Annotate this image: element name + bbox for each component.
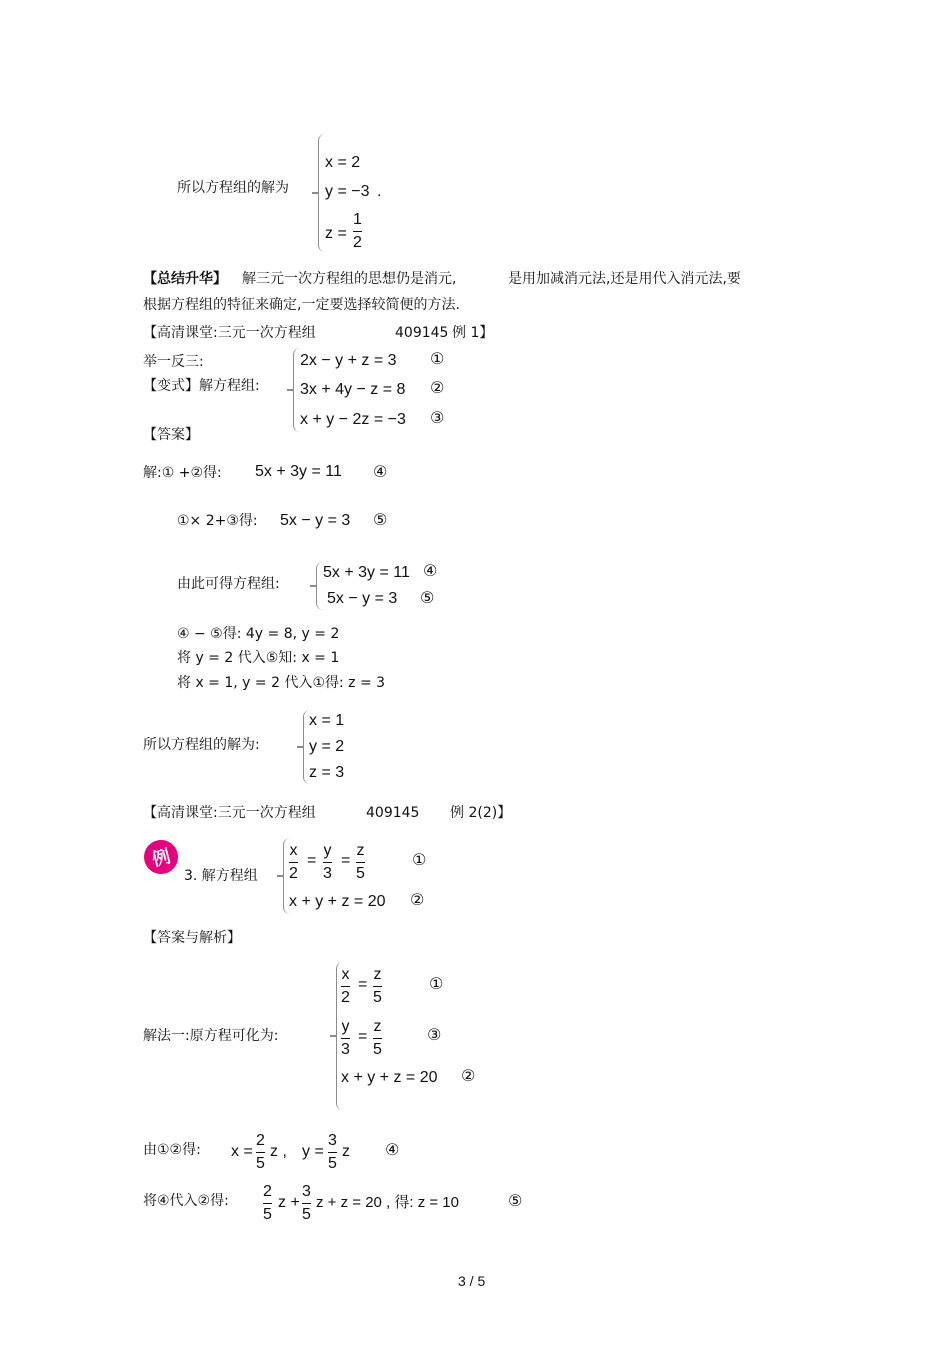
fraction (356, 843, 365, 882)
fraction-bar (373, 986, 382, 987)
equals-sign: = (358, 976, 368, 993)
numerator: 1 (353, 211, 362, 228)
fraction (302, 1184, 311, 1223)
fraction-bar (263, 1203, 272, 1204)
step-4: ④ − ⑤得: 4y = 8, y = 2 (177, 626, 340, 642)
step-1-marker: ④ (373, 462, 388, 481)
equals-sign: = (307, 852, 317, 869)
reference-2-code: 409145 (366, 805, 420, 821)
derive-1-y: y = (302, 1143, 324, 1160)
fraction (373, 1019, 382, 1058)
fraction (353, 212, 362, 251)
derive-1-xz: z , (270, 1143, 287, 1160)
marker-1: ① (429, 974, 444, 993)
denominator: 3 (323, 865, 332, 882)
reference-1-code: 409145 (395, 325, 449, 341)
equals-sign: = (358, 1028, 368, 1045)
step-3-equation-1: 5x + 3y = 11 (323, 564, 410, 581)
numerator: z (373, 966, 382, 983)
step-1-equation: 5x + 3y = 11 (255, 463, 342, 480)
fraction-bar (356, 862, 365, 863)
denominator: 5 (263, 1206, 272, 1223)
marker-5: ⑤ (508, 1191, 523, 1210)
solution-2-y: y = 2 (309, 738, 345, 755)
equation: x + y + z = 20 (289, 893, 386, 910)
step-2-equation: 5x − y = 3 (280, 512, 351, 529)
step-3-marker-2: ⑤ (420, 588, 435, 607)
reference-2: 【高清课堂:三元一次方程组 (143, 805, 316, 821)
denominator: 2 (341, 989, 350, 1006)
numerator: y (323, 842, 332, 859)
solution-x: x = 2 (325, 154, 361, 171)
fraction (328, 1133, 337, 1172)
fraction-bar (341, 986, 350, 987)
marker-2: ② (410, 890, 425, 909)
numerator: x (289, 842, 298, 859)
solution-2-z: z = 3 (309, 764, 345, 781)
summary-text-2: 根据方程组的特征来确定,一定要选择较简便的方法. (143, 297, 460, 313)
equation-3: x + y − 2z = −3 (300, 411, 406, 428)
fraction (373, 967, 382, 1006)
fraction-bar (353, 231, 362, 232)
equals-sign: = (341, 852, 351, 869)
fraction (256, 1133, 265, 1172)
marker-1: ① (430, 349, 445, 368)
denominator: 3 (341, 1041, 350, 1058)
period: . (377, 183, 382, 200)
summary-tag: 【总结升华】 (143, 271, 227, 287)
denominator: 2 (353, 234, 362, 251)
denominator: 5 (302, 1206, 311, 1223)
derive-2-end: z + z = 20 , 得: z = 10 (316, 1194, 459, 1211)
fraction (341, 967, 350, 1006)
reference-1: 【高清课堂:三元一次方程组 (143, 325, 316, 341)
step-1-label: 解:① +②得: (143, 465, 222, 481)
marker-1: ① (412, 850, 427, 869)
fraction (341, 1019, 350, 1058)
fraction (263, 1184, 272, 1223)
derive-1-yz: z (342, 1143, 350, 1160)
numerator: 3 (302, 1183, 311, 1200)
fraction (323, 843, 332, 882)
denominator: 5 (373, 989, 382, 1006)
numerator: z (373, 1018, 382, 1035)
solution-z-prefix: z = (325, 225, 347, 242)
step-2-marker: ⑤ (373, 510, 388, 529)
derive-2-label: 将④代入②得: (143, 1193, 229, 1209)
fraction-bar (323, 862, 332, 863)
derive-1-label: 由①②得: (143, 1142, 201, 1158)
marker-2: ② (461, 1066, 476, 1085)
summary-text-b: 是用加减消元法,还是用代入消元法,要 (508, 271, 741, 287)
step-6: 将 x = 1, y = 2 代入①得: z = 3 (177, 675, 386, 691)
step-3-marker-1: ④ (423, 561, 438, 580)
equation-2: 3x + 4y − z = 8 (300, 381, 406, 398)
example-badge-icon: 例 (140, 836, 182, 878)
fraction-bar (373, 1038, 382, 1039)
analysis-heading: 【答案与解析】 (143, 930, 241, 946)
denominator: 5 (373, 1041, 382, 1058)
fraction-bar (302, 1203, 311, 1204)
step-5: 将 y = 2 代入⑤知: x = 1 (177, 650, 340, 666)
marker-2: ② (430, 378, 445, 397)
page-number: 3 / 5 (458, 1273, 486, 1289)
variant-intro: 举一反三: (143, 354, 204, 370)
numerator: z (356, 842, 365, 859)
equation: x + y + z = 20 (341, 1069, 438, 1086)
denominator: 5 (256, 1155, 265, 1172)
reference-1-example: 例 1】 (452, 325, 494, 341)
numerator: 3 (328, 1132, 337, 1149)
numerator: 2 (256, 1132, 265, 1149)
example-label: 3. 解方程组 (184, 868, 258, 884)
solution-label: 所以方程组的解为 (177, 180, 289, 196)
step-3-equation-2: 5x − y = 3 (327, 590, 398, 607)
fraction-bar (328, 1152, 337, 1153)
denominator: 5 (328, 1155, 337, 1172)
derive-2-mid: z + (278, 1194, 300, 1211)
method-1-label: 解法一:原方程可化为: (143, 1028, 279, 1044)
denominator: 5 (356, 865, 365, 882)
step-2-label: ①× 2+③得: (177, 513, 258, 529)
denominator: 2 (289, 865, 298, 882)
numerator: y (341, 1018, 350, 1035)
derive-1-x: x = (231, 1143, 253, 1160)
summary-text-a: 解三元一次方程组的思想仍是消元, (242, 271, 457, 287)
answer-heading: 【答案】 (143, 427, 199, 443)
step-3-label: 由此可得方程组: (177, 576, 280, 592)
solution-2-x: x = 1 (309, 712, 345, 729)
variant-label: 【变式】解方程组: (143, 378, 260, 394)
solution-y: y = −3 (325, 183, 370, 200)
fraction-bar (256, 1152, 265, 1153)
fraction (289, 843, 298, 882)
reference-2-example: 例 2(2)】 (450, 805, 512, 821)
marker-4: ④ (385, 1140, 400, 1159)
numerator: x (341, 966, 350, 983)
equation-1: 2x − y + z = 3 (300, 352, 397, 369)
numerator: 2 (263, 1183, 272, 1200)
fraction-bar (341, 1038, 350, 1039)
marker-3: ③ (430, 408, 445, 427)
solution-2-label: 所以方程组的解为: (143, 737, 260, 753)
marker-3: ③ (427, 1025, 442, 1044)
fraction-bar (289, 862, 298, 863)
